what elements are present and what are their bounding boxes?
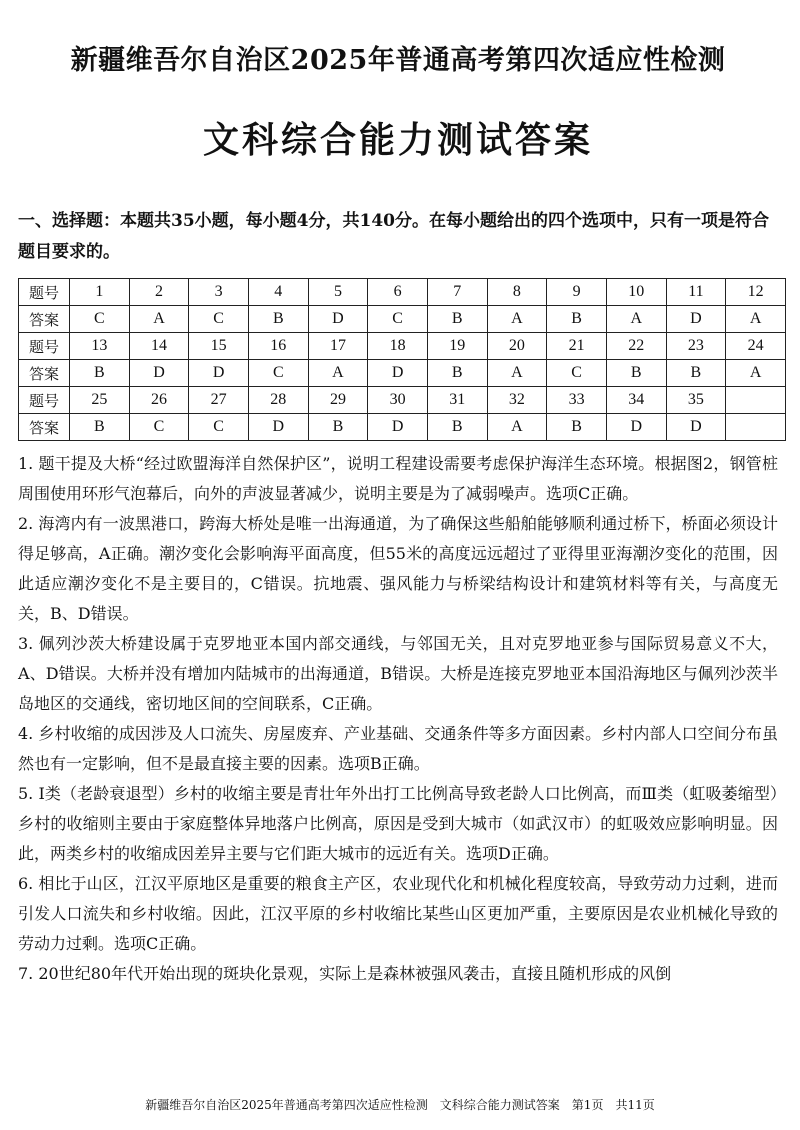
question-number-cell: 1 [70,279,130,306]
question-number-cell: 32 [487,387,547,414]
answer-cell: B [427,306,487,333]
answer-cell: D [308,306,368,333]
question-number-cell: 35 [666,387,726,414]
answer-cell: B [547,306,607,333]
question-number-row-label: 题号 [19,279,70,306]
answer-row-label: 答案 [19,360,70,387]
answer-cell: A [308,360,368,387]
question-number-cell: 7 [427,279,487,306]
question-number-cell: 13 [70,333,130,360]
answer-cell: A [726,360,786,387]
answer-cell [726,414,786,441]
answer-cell: B [427,360,487,387]
question-number-cell: 24 [726,333,786,360]
question-number-cell: 34 [606,387,666,414]
answer-cell: C [70,306,130,333]
explanation-3: 3. 佩列沙茨大桥建设属于克罗地亚本国内部交通线，与邻国无关，且对克罗地亚参与国际贸易意义不大，A、D错误。大桥并没有增加内陆城市的出海通道，B错误。大桥是连接克罗地亚本国沿海地区与佩列沙茨半岛地区的交通线，密切地区间的空间联系，C正确。 [18,634,778,713]
explanation-list [18,449,778,989]
question-number-cell: 2 [129,279,189,306]
answer-cell: C [129,414,189,441]
answer-cell: A [606,306,666,333]
page-footer: 新疆维吾尔自治区2025年普通高考第四次适应性检测 文科综合能力测试答案 第1页 共11页 [145,1098,655,1112]
answer-key-title: 文科综合能力测试答案 [202,119,593,161]
question-number-row [19,279,786,306]
question-number-cell: 12 [726,279,786,306]
question-number-cell: 31 [427,387,487,414]
question-number-cell: 15 [189,333,249,360]
question-number-cell: 9 [547,279,607,306]
question-number-cell: 11 [666,279,726,306]
answer-cell: B [666,360,726,387]
question-number-cell: 28 [248,387,308,414]
answer-cell: B [547,414,607,441]
question-number-cell: 20 [487,333,547,360]
question-number-row [19,387,786,414]
answer-cell: D [368,414,428,441]
answer-cell: D [666,306,726,333]
answer-cell: A [129,306,189,333]
answer-cell: D [606,414,666,441]
explanation-6: 6. 相比于山区，江汉平原地区是重要的粮食主产区，农业现代化和机械化程度较高，导致劳动力过剩，进而引发人口流失和乡村收缩。因此，江汉平原的乡村收缩比某些山区更加严重，主要原因是农业机械化导致的劳动力过剩。选项C正确。 [18,874,778,953]
explanation-1: 1. 题干提及大桥“经过欧盟海洋自然保护区”，说明工程建设需要考虑保护海洋生态环境。根据图2，钢管桩周围使用环形气泡幕后，向外的声波显著减少，说明主要是为了减弱噪声。选项C正确。 [18,454,778,503]
question-number-row-label: 题号 [19,387,70,414]
explanation-2: 2. 海湾内有一波黑港口，跨海大桥处是唯一出海通道，为了确保这些船舶能够顺利通过桥下，桥面必须设计得足够高，A正确。潮汐变化会影响海平面高度，但55米的高度远远超过了亚得里亚海潮汐变化的范围，因此适应潮汐变化不是主要目的，C错误。抗地震、强风能力与桥梁结构设计和建筑材料等有关，与高度无关，B、D错误。 [18,514,778,623]
question-number-cell: 25 [70,387,130,414]
answer-cell: B [70,414,130,441]
answer-cell: C [248,360,308,387]
question-number-cell: 18 [368,333,428,360]
answer-cell: C [368,306,428,333]
answer-row-label: 答案 [19,414,70,441]
answer-cell: D [368,360,428,387]
answer-cell: B [308,414,368,441]
question-number-cell: 3 [189,279,249,306]
question-number-cell: 21 [547,333,607,360]
answer-cell: B [248,306,308,333]
answer-cell: D [248,414,308,441]
explanation-4: 4. 乡村收缩的成因涉及人口流失、房屋废弃、产业基础、交通条件等多方面因素。乡村内部人口空间分布虽然也有一定影响，但不是最直接主要的因素。选项B正确。 [18,724,778,773]
answer-cell: A [487,414,547,441]
question-number-cell: 14 [129,333,189,360]
question-number-row [19,333,786,360]
answer-table [18,278,786,441]
answer-cell: A [726,306,786,333]
question-number-cell: 22 [606,333,666,360]
question-number-cell [726,387,786,414]
question-number-cell: 10 [606,279,666,306]
question-number-cell: 26 [129,387,189,414]
answer-cell: D [129,360,189,387]
question-number-cell: 8 [487,279,547,306]
answer-cell: B [70,360,130,387]
explanation-7: 7. 20世纪80年代开始出现的斑块化景观，实际上是森林被强风袭击，直接且随机形成的风倒 [18,964,672,983]
question-number-cell: 17 [308,333,368,360]
answer-cell: B [427,414,487,441]
question-number-cell: 30 [368,387,428,414]
question-number-cell: 29 [308,387,368,414]
explanation-5: 5. Ⅰ类（老龄衰退型）乡村的收缩主要是青壮年外出打工比例高导致老龄人口比例高，而Ⅲ类（虹吸萎缩型）乡村的收缩则主要由于家庭整体异地落户比例高，原因是受到大城市（如武汉市）的虹吸效应影响明显。因此，两类乡村的收缩成因差异主要与它们距大城市的远近有关。选项D正确。 [18,784,778,863]
question-number-cell: 23 [666,333,726,360]
section-intro: 一、选择题：本题共35小题，每小题4分，共140分。在每小题给出的四个选项中，只有一项是符合题目要求的。 [18,211,769,262]
answer-cell: A [487,360,547,387]
question-number-cell: 5 [308,279,368,306]
answer-cell: B [606,360,666,387]
answer-row [19,360,786,387]
question-number-cell: 6 [368,279,428,306]
answer-cell: D [666,414,726,441]
question-number-cell: 16 [248,333,308,360]
question-number-cell: 27 [189,387,249,414]
answer-cell: A [487,306,547,333]
answer-cell: C [547,360,607,387]
question-number-cell: 33 [547,387,607,414]
question-number-row-label: 题号 [19,333,70,360]
question-number-cell: 4 [248,279,308,306]
answer-cell: C [189,306,249,333]
answer-row-label: 答案 [19,306,70,333]
answer-cell: D [189,360,249,387]
answer-row [19,414,786,441]
answer-cell: C [189,414,249,441]
answer-row [19,306,786,333]
exam-title: 新疆维吾尔自治区2025年普通高考第四次适应性检测 [70,45,726,76]
question-number-cell: 19 [427,333,487,360]
